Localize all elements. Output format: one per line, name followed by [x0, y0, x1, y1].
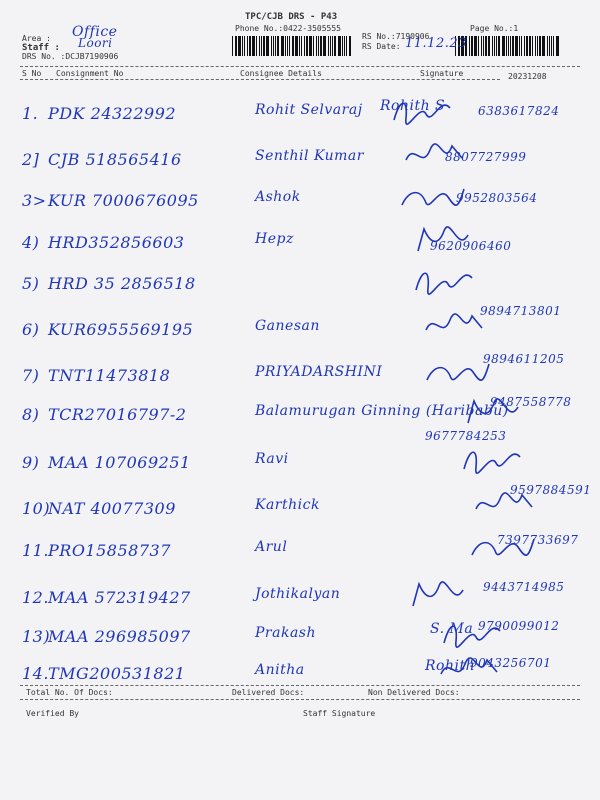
row-signature: [410, 223, 480, 259]
row-phone: 9043256701: [470, 656, 552, 670]
delivered-docs-label: Delivered Docs:: [232, 688, 305, 697]
row-phone: 9894611205: [483, 352, 565, 366]
row-consignee: Balamurugan Ginning (Haribabu): [255, 403, 509, 419]
non-delivered-docs-label: Non Delivered Docs:: [368, 688, 460, 697]
row-phone: 9597884591: [510, 483, 592, 497]
sheet-title: TPC/CJB DRS - P43: [245, 12, 338, 22]
row-consignee: Jothikalyan: [255, 586, 341, 602]
row-sno: 13): [22, 627, 51, 646]
row-consignee: Karthick: [255, 497, 320, 513]
row-phone: 9487558778: [490, 395, 572, 409]
row-sno: 10): [22, 499, 51, 518]
row-phone: 9443714985: [483, 580, 565, 594]
row-consignment-no: KUR 7000676095: [48, 191, 199, 210]
column-sno: S No: [22, 69, 42, 78]
row-consignment-no: TCR27016797-2: [48, 405, 187, 424]
row-signature: [470, 489, 540, 525]
row-consignee: Hepz: [255, 231, 294, 247]
row-consignee: Rohit Selvaraj: [255, 102, 363, 118]
row-consignment-no: PRO15858737: [48, 541, 171, 560]
barcode-right: [455, 36, 560, 56]
row-signature-text: Rohith S: [380, 98, 446, 114]
row-consignment-no: MAA 572319427: [48, 588, 191, 607]
row-sno: 9): [22, 453, 40, 472]
row-consignee: Ganesan: [255, 318, 320, 334]
row-signature-text: S. Ma: [430, 621, 474, 637]
row-consignment-no: PDK 24322992: [48, 104, 177, 123]
row-signature: [405, 578, 475, 614]
row-signature-text: Rohith: [425, 658, 476, 674]
row-sno: 3>: [22, 191, 47, 210]
row-phone: 9894713801: [480, 304, 562, 318]
row-phone: 7397733697: [497, 533, 579, 547]
row-signature: [400, 181, 470, 217]
row-signature: [400, 140, 470, 176]
row-consignment-no: TNT11473818: [48, 366, 171, 385]
row-sno: 5): [22, 274, 40, 293]
row-consignment-no: MAA 107069251: [48, 453, 191, 472]
verified-by-label: Verified By: [26, 709, 79, 718]
row-signature: [420, 310, 490, 346]
rs-date-label: RS Date:: [362, 42, 401, 51]
barcode-left: [232, 36, 352, 56]
footer-divider-2: [20, 699, 580, 700]
row-consignee: PRIYADARSHINI: [255, 364, 383, 380]
staff-signature-label: Staff Signature: [303, 709, 376, 718]
staff-label: Staff :: [22, 43, 60, 53]
row-sno: 12.: [22, 588, 49, 607]
row-phone: 9790099012: [478, 619, 560, 633]
row-phone: 9677784253: [425, 429, 507, 443]
phone-number: Phone No.:0422-3505555: [235, 24, 341, 33]
row-signature: [440, 617, 510, 653]
row-consignee: Senthil Kumar: [255, 148, 364, 164]
staff-value-handwritten: Loori: [78, 36, 113, 50]
row-sno: 14.: [22, 664, 49, 683]
row-sno: 7): [22, 366, 40, 385]
row-signature: [470, 531, 540, 567]
footer-divider: [20, 685, 580, 686]
row-consignee: Ashok: [255, 189, 301, 205]
row-sno: 8): [22, 405, 40, 424]
rs-date-handwritten: 11.12.23: [405, 36, 467, 51]
row-signature: [390, 94, 460, 130]
total-docs-label: Total No. Of Docs:: [26, 688, 113, 697]
area-label: Area :: [22, 34, 51, 43]
row-consignee: Arul: [255, 539, 288, 555]
area-value-handwritten: Office: [72, 24, 118, 40]
column-date-code: 20231208: [508, 72, 547, 81]
row-consignment-no: HRD 35 2856518: [48, 274, 196, 293]
row-phone: 9620906460: [430, 239, 512, 253]
row-signature: [425, 356, 495, 392]
row-consignee: Anitha: [255, 662, 305, 678]
row-consignment-no: NAT 40077309: [48, 499, 176, 518]
row-sno: 4): [22, 233, 40, 252]
row-consignment-no: TMG200531821: [48, 664, 186, 683]
row-consignment-no: KUR6955569195: [48, 320, 194, 339]
page-number: Page No.:1: [470, 24, 519, 33]
row-sno: 6): [22, 320, 40, 339]
rs-number: RS No.:7190906: [362, 32, 430, 41]
row-sno: 1.: [22, 104, 39, 123]
row-consignment-no: MAA 296985097: [48, 627, 191, 646]
row-signature: [460, 443, 530, 479]
row-consignment-no: HRD352856603: [48, 233, 185, 252]
row-signature: [412, 264, 482, 300]
row-phone: 8807727999: [445, 150, 527, 164]
row-sno: 11.: [22, 541, 49, 560]
row-consignee: Prakash: [255, 625, 316, 641]
header-divider: [20, 66, 580, 67]
columns-divider: [20, 79, 500, 80]
row-consignee: Ravi: [255, 451, 289, 467]
column-signature: Signature: [420, 69, 464, 78]
row-phone: 9952803564: [456, 191, 538, 205]
row-signature: [460, 395, 530, 431]
column-consignee: Consignee Details: [240, 69, 322, 78]
drs-number: DRS No. :DCJB7190906: [22, 52, 119, 61]
row-consignment-no: CJB 518565416: [48, 150, 182, 169]
row-sno: 2]: [22, 150, 40, 169]
row-phone: 6383617824: [478, 104, 560, 118]
column-consignment: Consignment No: [56, 69, 124, 78]
